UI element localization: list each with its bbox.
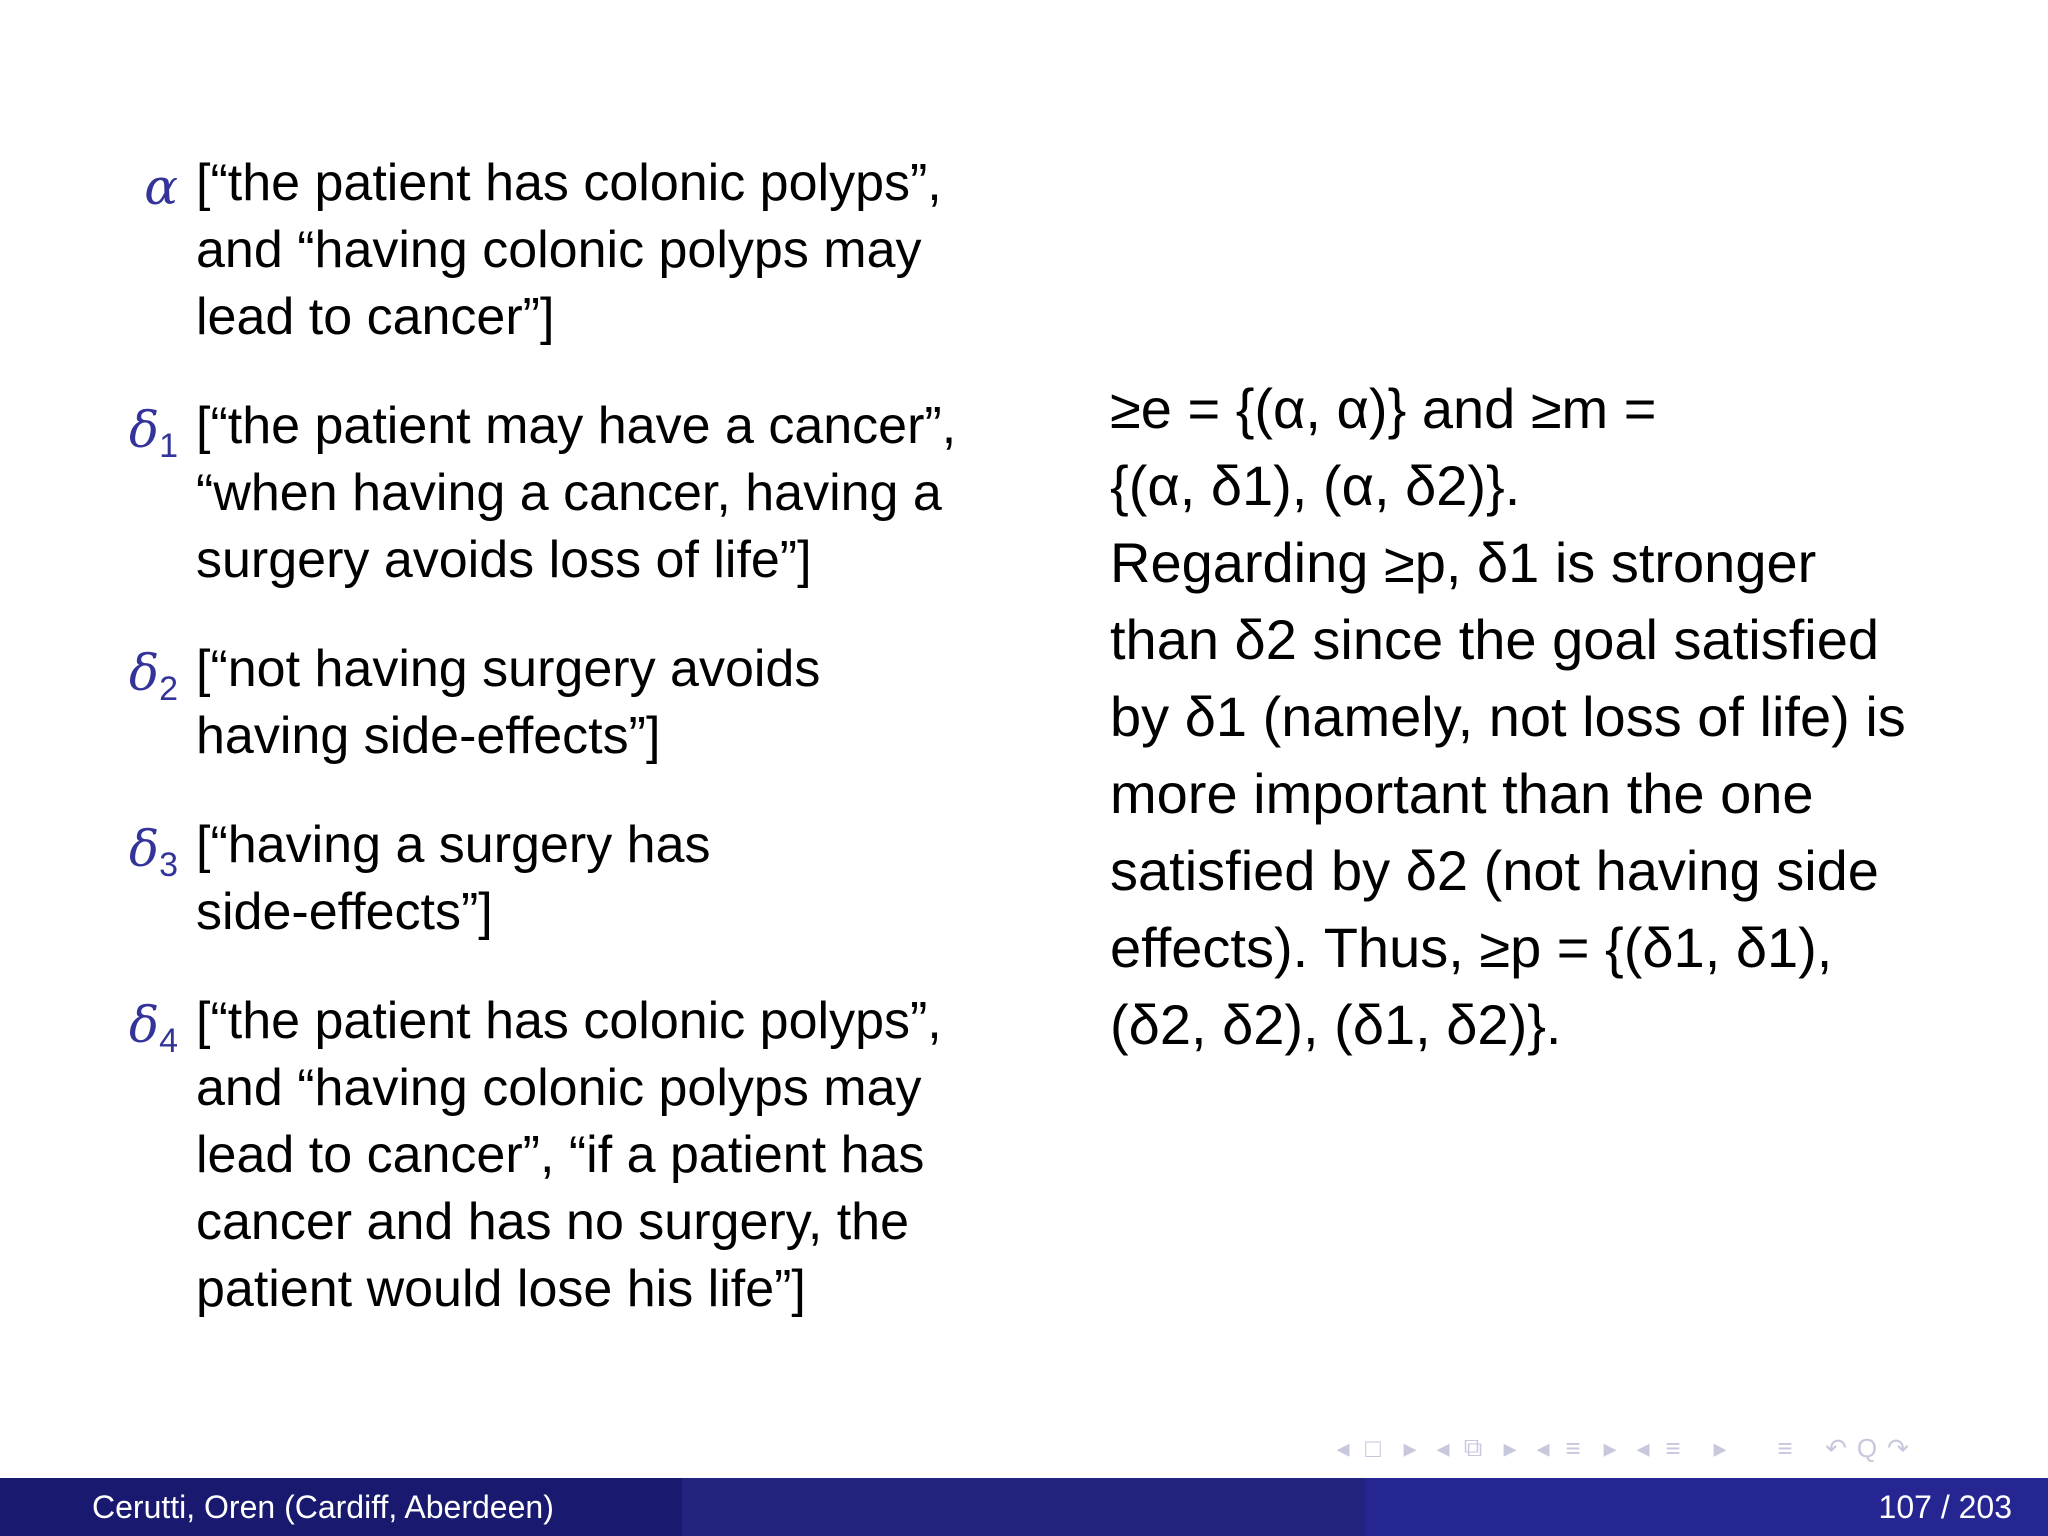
nav-forward-icon[interactable]: ↷ [1887, 1432, 1909, 1463]
argument-list [100, 150, 1030, 1365]
argument-symbol: $\delta_2$ [128, 644, 178, 708]
footer [0, 1478, 2048, 1536]
footer-authors: Cerutti, Oren (Cardiff, Aberdeen) [0, 1478, 682, 1536]
footer-title-band [682, 1478, 1365, 1536]
argument-symbol: $\delta_1$ [128, 401, 178, 465]
nav-next-section-icon[interactable]: ▸ [1603, 1432, 1617, 1463]
argument-alpha [100, 150, 1030, 351]
argument-symbol: $\delta_4$ [128, 996, 178, 1060]
nav-subsection-icon[interactable]: ⧉ [1463, 1432, 1483, 1462]
nav-prev-document-icon[interactable]: ◂ [1636, 1432, 1650, 1463]
argument-text: [“the patient has colonic polyps”, and “having colonic polyps may lead to cancer”, “if a patient has cancer and has no surgery, the patient would lose his life”] [196, 992, 942, 1318]
argument-symbol: $\delta_3$ [128, 820, 178, 884]
nav-appendix-icon[interactable]: ≡ [1777, 1432, 1793, 1463]
nav-next-frame-icon[interactable]: ▸ [1403, 1432, 1417, 1463]
nav-next-document-icon[interactable]: ▸ [1713, 1432, 1727, 1463]
preference-explanation: ≥e = {(α, α)} and ≥m = {(α, δ1), (α, δ2)}. Regarding ≥p, δ1 is stronger than δ2 since the goal satisfied by δ1 (namely, not loss of life) is more important than the one satisfied by δ2 (not having side effects). Thus, ≥p = {(δ1, δ1), (δ2, δ2), (δ1, δ2)}. [1110, 377, 1906, 1056]
nav-section-icon[interactable]: ≡ [1565, 1432, 1581, 1463]
argument-symbol: α [144, 158, 178, 216]
nav-prev-subsection-icon[interactable]: ◂ [1436, 1432, 1450, 1463]
nav-prev-frame-icon[interactable]: ◂ [1336, 1432, 1350, 1463]
nav-prev-section-icon[interactable]: ◂ [1536, 1432, 1550, 1463]
argument-delta3 [100, 812, 1030, 946]
beamer-navigation [1330, 1430, 2030, 1466]
argument-text: [“having a surgery has side-effects”] [196, 816, 711, 941]
nav-search-icon[interactable]: Q [1856, 1432, 1878, 1463]
argument-text: [“the patient has colonic polyps”, and “having colonic polyps may lead to cancer”] [196, 154, 942, 346]
argument-delta2 [100, 636, 1030, 770]
nav-frame-icon[interactable]: □ [1365, 1432, 1381, 1463]
nav-next-subsection-icon[interactable]: ▸ [1503, 1432, 1517, 1463]
nav-document-icon[interactable]: ≡ [1665, 1432, 1681, 1463]
argument-text: [“the patient may have a cancer”, “when having a cancer, having a surgery avoids loss of life”] [196, 397, 957, 589]
nav-back-icon[interactable]: ↶ [1825, 1432, 1847, 1463]
argument-text: [“not having surgery avoids having side-effects”] [196, 640, 821, 765]
argument-delta4 [100, 988, 1030, 1323]
footer-page-number: 107 / 203 [1365, 1478, 2048, 1536]
argument-delta1 [100, 393, 1030, 594]
